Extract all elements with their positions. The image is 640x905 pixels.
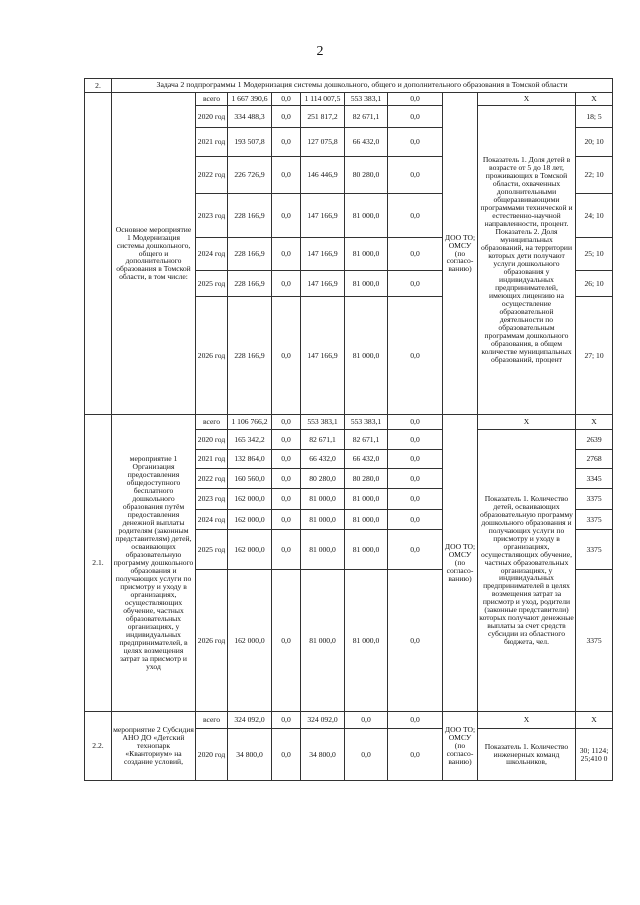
total-cell: 226 726,9 — [228, 157, 272, 194]
extra-budget-cell: 0,0 — [388, 297, 443, 415]
local-cell: 66 432,0 — [345, 128, 388, 157]
indicator-text: Показатель 1. Количество детей, осваивающих образовательную программу дошкольного образования и получающих услуги по присмотру и уходу в организациях, осуществляющих обучение, частных образовательных организациях, у индивидуальных предпринимателей в целях возмещения затрат за присмотр и уход, родители (законные представители) которых получают денежные выплаты за счет средств субсидии из областного бюджета, чел. — [478, 430, 576, 712]
indicator-value-cell: 3375 — [576, 570, 613, 712]
year-cell: 2020 год — [196, 106, 228, 128]
page-number: 2 — [316, 44, 324, 59]
indicator-value-cell: Х — [576, 712, 613, 729]
federal-cell: 0,0 — [272, 430, 301, 450]
indicator-value-cell: 20; 10 — [576, 128, 613, 157]
indicator-value-cell: 2639 — [576, 430, 613, 450]
total-cell: 34 800,0 — [228, 729, 272, 781]
total-cell: 165 342,2 — [228, 430, 272, 450]
indicator-value-cell: 30; 1124; 25;410 0 — [576, 729, 613, 781]
executor-cell: ДОО ТО; ОМСУ (по согласо-ванию) — [443, 93, 478, 415]
task-row — [85, 79, 613, 93]
table-row — [85, 712, 613, 729]
local-cell: 81 000,0 — [345, 530, 388, 570]
extra-budget-cell: 0,0 — [388, 106, 443, 128]
local-cell: 66 432,0 — [345, 450, 388, 469]
section-number — [85, 93, 112, 415]
extra-budget-cell: 0,0 — [388, 128, 443, 157]
program-table — [84, 78, 613, 781]
federal-cell: 0,0 — [272, 271, 301, 297]
year-cell: 2025 год — [196, 271, 228, 297]
extra-budget-cell: 0,0 — [388, 430, 443, 450]
extra-budget-cell: 0,0 — [388, 194, 443, 238]
indicator-value-cell: 3375 — [576, 489, 613, 510]
indicator-value-cell: 3375 — [576, 530, 613, 570]
total-cell: 162 000,0 — [228, 510, 272, 530]
total-cell: 228 166,9 — [228, 238, 272, 271]
regional-cell: 81 000,0 — [301, 530, 345, 570]
indicator-value-cell: 24; 10 — [576, 194, 613, 238]
regional-cell: 324 092,0 — [301, 712, 345, 729]
federal-cell: 0,0 — [272, 489, 301, 510]
regional-cell: 147 166,9 — [301, 271, 345, 297]
regional-cell: 81 000,0 — [301, 510, 345, 530]
local-cell: 81 000,0 — [345, 238, 388, 271]
federal-cell: 0,0 — [272, 128, 301, 157]
regional-cell: 553 383,1 — [301, 415, 345, 430]
local-cell: 0,0 — [345, 729, 388, 781]
local-cell: 81 000,0 — [345, 570, 388, 712]
indicator-value-cell: Х — [576, 93, 613, 106]
year-cell: 2022 год — [196, 469, 228, 489]
extra-budget-cell: 0,0 — [388, 530, 443, 570]
indicator-value-cell: 2768 — [576, 450, 613, 469]
indicator-value-cell: Х — [576, 415, 613, 430]
federal-cell: 0,0 — [272, 712, 301, 729]
indicator-value-cell: 25; 10 — [576, 238, 613, 271]
task-number: 2. — [85, 79, 112, 93]
federal-cell: 0,0 — [272, 93, 301, 106]
table-row — [85, 415, 613, 430]
regional-cell: 81 000,0 — [301, 489, 345, 510]
extra-budget-cell: 0,0 — [388, 729, 443, 781]
federal-cell: 0,0 — [272, 510, 301, 530]
total-cell: 162 000,0 — [228, 530, 272, 570]
extra-budget-cell: 0,0 — [388, 489, 443, 510]
federal-cell: 0,0 — [272, 469, 301, 489]
local-cell: 82 671,1 — [345, 106, 388, 128]
local-cell: 82 671,1 — [345, 430, 388, 450]
federal-cell: 0,0 — [272, 106, 301, 128]
federal-cell: 0,0 — [272, 415, 301, 430]
year-cell: 2026 год — [196, 570, 228, 712]
local-cell: 81 000,0 — [345, 194, 388, 238]
year-cell: 2026 год — [196, 297, 228, 415]
indicator-text: Показатель 1. Количество инженерных команд школьников, — [478, 729, 576, 781]
regional-cell: 147 166,9 — [301, 194, 345, 238]
section-name: мероприятие 2 Субсидия АНО ДО «Детский технопарк «Кванториум» на создание условий, — [112, 712, 196, 781]
total-cell: 132 864,0 — [228, 450, 272, 469]
executor-cell: ДОО ТО; ОМСУ (по согласо-ванию) — [443, 712, 478, 781]
year-cell: 2020 год — [196, 729, 228, 781]
total-cell: 160 560,0 — [228, 469, 272, 489]
year-cell: 2021 год — [196, 128, 228, 157]
federal-cell: 0,0 — [272, 530, 301, 570]
local-cell: 81 000,0 — [345, 510, 388, 530]
federal-cell: 0,0 — [272, 570, 301, 712]
regional-cell: 81 000,0 — [301, 570, 345, 712]
indicator-value-cell: 3345 — [576, 469, 613, 489]
federal-cell: 0,0 — [272, 194, 301, 238]
year-cell: 2024 год — [196, 510, 228, 530]
total-cell: 228 166,9 — [228, 297, 272, 415]
regional-cell: 82 671,1 — [301, 430, 345, 450]
indicator-x-cell: Х — [478, 712, 576, 729]
federal-cell: 0,0 — [272, 297, 301, 415]
total-cell: 334 488,3 — [228, 106, 272, 128]
regional-cell: 34 800,0 — [301, 729, 345, 781]
table-row — [85, 93, 613, 106]
extra-budget-cell: 0,0 — [388, 238, 443, 271]
year-cell: 2020 год — [196, 430, 228, 450]
extra-budget-cell: 0,0 — [388, 510, 443, 530]
local-cell: 81 000,0 — [345, 271, 388, 297]
year-cell: всего — [196, 415, 228, 430]
indicator-value-cell: 18; 5 — [576, 106, 613, 128]
extra-budget-cell: 0,0 — [388, 271, 443, 297]
regional-cell: 1 114 007,5 — [301, 93, 345, 106]
section-number: 2.2. — [85, 712, 112, 781]
regional-cell: 66 432,0 — [301, 450, 345, 469]
section-name: Основное мероприятие 1 Модернизация системы дошкольного, общего и дополнительного образования в Томской области, в том числе: — [112, 93, 196, 415]
local-cell: 553 383,1 — [345, 93, 388, 106]
regional-cell: 147 166,9 — [301, 297, 345, 415]
total-cell: 324 092,0 — [228, 712, 272, 729]
total-cell: 162 000,0 — [228, 570, 272, 712]
local-cell: 80 280,0 — [345, 157, 388, 194]
extra-budget-cell: 0,0 — [388, 469, 443, 489]
year-cell: 2021 год — [196, 450, 228, 469]
year-cell: 2024 год — [196, 238, 228, 271]
extra-budget-cell: 0,0 — [388, 570, 443, 712]
year-cell: 2022 год — [196, 157, 228, 194]
indicator-value-cell: 22; 10 — [576, 157, 613, 194]
executor-cell: ДОО ТО; ОМСУ (по согласо-ванию) — [443, 415, 478, 712]
total-cell: 1 106 766,2 — [228, 415, 272, 430]
local-cell: 80 280,0 — [345, 469, 388, 489]
indicator-x-cell: Х — [478, 93, 576, 106]
regional-cell: 147 166,9 — [301, 238, 345, 271]
indicator-text: Показатель 1. Доля детей в возрасте от 5 до 18 лет, проживающих в Томской области, охваченных дополнительными общеразвивающими программами технической и естественно-научной направленности, процент. Показатель 2. Доля муниципальных образований, на территории которых дети получают услуги дошкольного образования у индивидуальных предпринимателей, имеющих лицензию на осуществление образовательной деятельности по образовательным программам дошкольного образования, в общем количестве муниципальных образований, процент — [478, 106, 576, 415]
indicator-value-cell: 26; 10 — [576, 271, 613, 297]
indicator-value-cell: 27; 10 — [576, 297, 613, 415]
federal-cell: 0,0 — [272, 729, 301, 781]
section-name: мероприятие 1 Организация предоставления общедоступного бесплатного дошкольного образования путём предоставления денежной выплаты родителям (законным представителям) детей, осваивающих образовательную программу дошкольного образования и получающих услуги по присмотру и уходу в организациях, осуществляющих обучение, частных образовательных организациях, у индивидуальных предпринимателей, в целях возмещения затрат за присмотр и уход — [112, 415, 196, 712]
extra-budget-cell: 0,0 — [388, 712, 443, 729]
regional-cell: 127 075,8 — [301, 128, 345, 157]
year-cell: всего — [196, 93, 228, 106]
extra-budget-cell: 0,0 — [388, 415, 443, 430]
extra-budget-cell: 0,0 — [388, 450, 443, 469]
section-number: 2.1. — [85, 415, 112, 712]
total-cell: 228 166,9 — [228, 194, 272, 238]
total-cell: 228 166,9 — [228, 271, 272, 297]
total-cell: 162 000,0 — [228, 489, 272, 510]
task-title: Задача 2 подпрограммы 1 Модернизация системы дошкольного, общего и дополнительного образования в Томской области — [112, 79, 613, 93]
total-cell: 1 667 390,6 — [228, 93, 272, 106]
local-cell: 81 000,0 — [345, 297, 388, 415]
year-cell: 2023 год — [196, 489, 228, 510]
extra-budget-cell: 0,0 — [388, 93, 443, 106]
indicator-value-cell: 3375 — [576, 510, 613, 530]
local-cell: 553 383,1 — [345, 415, 388, 430]
year-cell: 2025 год — [196, 530, 228, 570]
regional-cell: 80 280,0 — [301, 469, 345, 489]
extra-budget-cell: 0,0 — [388, 157, 443, 194]
indicator-x-cell: Х — [478, 415, 576, 430]
regional-cell: 146 446,9 — [301, 157, 345, 194]
regional-cell: 251 817,2 — [301, 106, 345, 128]
federal-cell: 0,0 — [272, 157, 301, 194]
federal-cell: 0,0 — [272, 450, 301, 469]
local-cell: 0,0 — [345, 712, 388, 729]
year-cell: всего — [196, 712, 228, 729]
local-cell: 81 000,0 — [345, 489, 388, 510]
year-cell: 2023 год — [196, 194, 228, 238]
total-cell: 193 507,8 — [228, 128, 272, 157]
federal-cell: 0,0 — [272, 238, 301, 271]
